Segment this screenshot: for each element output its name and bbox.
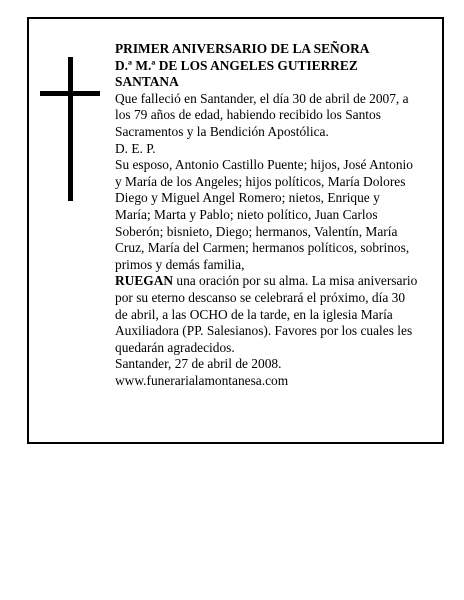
obituary-notice [27,17,444,444]
family-line: Soberón; bisnieto, Diego; hermanos, Valentín, María [115,223,398,239]
ruegan-line [115,273,425,290]
notice-text [115,41,425,389]
ruegan-rest: una oración por su alma. La misa aniversario [173,273,418,289]
family-line: Su esposo, Antonio Castillo Puente; hijos, José Antonio [115,157,413,173]
family-line: Cruz, María del Carmen; hermanos políticos, sobrinos, [115,240,410,256]
mass-line: Auxiliadora (PP. Salesianos). Favores por los cuales les [115,323,413,339]
notice-title-line: SANTANA [115,74,179,90]
dep-line: D. E. P. [115,140,156,156]
place-date-line: Santander, 27 de abril de 2008. [115,356,282,372]
notice-title-line: D.ª M.ª DE LOS ANGELES GUTIERREZ [115,57,358,73]
death-info-line: los 79 años de edad, habiendo recibido los Santos [115,107,381,123]
cross-icon [40,57,100,201]
family-line: primos y demás familia, [115,256,245,272]
death-info-line: Sacramentos y la Bendición Apostólica. [115,123,329,139]
family-line: María; Marta y Pablo; nieto político, Juan Carlos [115,206,378,222]
cross-horizontal-bar [40,91,100,96]
mass-line: de abril, a las OCHO de la tarde, en la iglesia María [115,306,393,322]
family-line: Diego y Miguel Angel Romero; nietos, Enrique y [115,190,380,206]
cross-vertical-bar [68,57,73,201]
ruegan-word: RUEGAN [115,273,174,289]
mass-line: quedarán agradecidos. [115,339,235,355]
death-info-line: Que falleció en Santander, el día 30 de abril de 2007, a [115,90,409,106]
family-line: y María de los Angeles; hijos políticos, María Dolores [115,173,406,189]
mass-line: por su eterno descanso se celebrará el próximo, día 30 [115,289,406,305]
notice-title-line: PRIMER ANIVERSARIO DE LA SEÑORA [115,41,370,56]
website-line: www.funerarialamontanesa.com [115,372,289,388]
